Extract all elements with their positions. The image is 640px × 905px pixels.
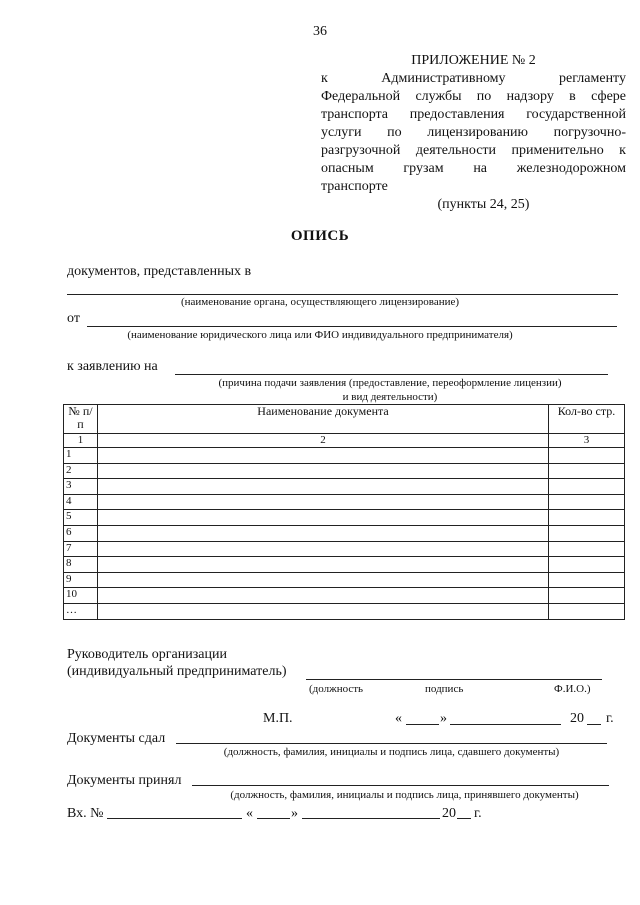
page-count-cell[interactable] <box>549 588 625 604</box>
table-row <box>64 448 625 464</box>
table-row <box>64 588 625 604</box>
document-name-cell[interactable] <box>98 588 549 604</box>
row-number: 7 <box>64 541 98 557</box>
incoming-year-prefix: 20 <box>442 806 456 821</box>
page-count-cell[interactable] <box>549 541 625 557</box>
docs-received-line[interactable] <box>192 785 609 786</box>
page-count-cell[interactable] <box>549 557 625 573</box>
day-line[interactable] <box>406 724 439 725</box>
table-row <box>64 572 625 588</box>
organ-line[interactable] <box>67 294 618 295</box>
incoming-day-line[interactable] <box>257 818 290 819</box>
from-caption: (наименование юридического лица или ФИО индивидуального предпринимателя) <box>127 329 513 341</box>
table-column-numbers <box>64 434 625 448</box>
page-count-cell[interactable] <box>549 494 625 510</box>
document-name-cell[interactable] <box>98 541 549 557</box>
appendix-points: (пункты 24, 25) <box>437 197 530 212</box>
appendix-last-line: транспорте <box>321 179 388 194</box>
row-number: 4 <box>64 494 98 510</box>
date-open-quote: « <box>395 711 402 726</box>
year-prefix: 20 <box>570 711 584 726</box>
incoming-number-label: Вх. № <box>67 806 104 821</box>
column-number-3: 3 <box>549 434 625 448</box>
appendix-line: Федеральной службы по надзору в сфере <box>321 89 626 104</box>
row-number: 5 <box>64 510 98 526</box>
table-row <box>64 510 625 526</box>
table-header-row <box>64 405 625 434</box>
year-suffix: г. <box>606 711 614 726</box>
docs-handed-label: Документы сдал <box>67 731 166 746</box>
page-count-cell[interactable] <box>549 525 625 541</box>
document-name-cell[interactable] <box>98 494 549 510</box>
documents-label: документов, представленных в <box>67 264 252 279</box>
document-name-cell[interactable] <box>98 525 549 541</box>
table-row <box>64 479 625 495</box>
incoming-date-close-quote: » <box>291 806 298 821</box>
form-title: ОПИСЬ <box>290 228 350 244</box>
date-close-quote: » <box>440 711 447 726</box>
column-number-2: 2 <box>98 434 549 448</box>
document-name-cell[interactable] <box>98 448 549 464</box>
document-name-cell[interactable] <box>98 510 549 526</box>
table-row <box>64 541 625 557</box>
table-row <box>64 494 625 510</box>
appendix-title: ПРИЛОЖЕНИЕ № 2 <box>411 53 536 68</box>
column-number-1: 1 <box>64 434 98 448</box>
reason-caption-2: и вид деятельности) <box>342 391 438 403</box>
row-number: 8 <box>64 557 98 573</box>
row-number: … <box>64 603 98 619</box>
appendix-block <box>321 52 626 214</box>
page-count-cell[interactable] <box>549 448 625 464</box>
signature-line[interactable] <box>306 679 602 680</box>
appendix-line: разгрузочной деятельности применительно к <box>321 143 626 158</box>
document-name-cell[interactable] <box>98 557 549 573</box>
docs-handed-caption: (должность, фамилия, инициалы и подпись лица, сдавшего документы) <box>223 746 560 758</box>
document-name-cell[interactable] <box>98 572 549 588</box>
year-line[interactable] <box>587 724 601 725</box>
signature-caption: подпись <box>425 683 464 695</box>
appendix-line: опасным грузам на железнодорожном <box>321 161 626 176</box>
stamp-label: М.П. <box>263 711 293 726</box>
incoming-year-line[interactable] <box>457 818 471 819</box>
docs-handed-line[interactable] <box>176 743 607 744</box>
row-number: 10 <box>64 588 98 604</box>
organ-caption: (наименование органа, осуществляющего лицензирование) <box>180 296 460 308</box>
table-row <box>64 525 625 541</box>
row-number: 6 <box>64 525 98 541</box>
from-line[interactable] <box>87 326 617 327</box>
page-count-cell[interactable] <box>549 510 625 526</box>
document-name-cell[interactable] <box>98 603 549 619</box>
appendix-line: услуги по лицензированию погрузочно- <box>321 125 626 140</box>
incoming-number-line[interactable] <box>107 818 242 819</box>
incoming-date-open-quote: « <box>246 806 253 821</box>
incoming-month-line[interactable] <box>302 818 440 819</box>
row-number: 1 <box>64 448 98 464</box>
docs-received-caption: (должность, фамилия, инициалы и подпись лица, принявшего документы) <box>230 789 579 801</box>
page-count-cell[interactable] <box>549 603 625 619</box>
table-row <box>64 557 625 573</box>
table-row <box>64 463 625 479</box>
row-number: 9 <box>64 572 98 588</box>
from-label: от <box>67 311 80 326</box>
document-name-cell[interactable] <box>98 463 549 479</box>
appendix-line: к Административному регламенту <box>321 71 626 86</box>
reason-caption-1: (причина подачи заявления (предоставление, переоформление лицензии) <box>218 377 562 389</box>
header-page-count: Кол-во стр. <box>549 405 625 434</box>
header-document-name: Наименование документа <box>98 405 549 434</box>
document-name-cell[interactable] <box>98 479 549 495</box>
docs-received-label: Документы принял <box>67 773 182 788</box>
page-count-cell[interactable] <box>549 479 625 495</box>
signature-line1: Руководитель организации <box>67 647 227 662</box>
signature-line2: (индивидуальный предприниматель) <box>67 664 287 679</box>
incoming-year-suffix: г. <box>474 806 482 821</box>
table-row <box>64 603 625 619</box>
name-caption: Ф.И.О.) <box>554 683 591 695</box>
appendix-line: транспорта предоставления государственной <box>321 107 626 122</box>
page-count-cell[interactable] <box>549 572 625 588</box>
documents-table <box>63 404 625 620</box>
row-number: 3 <box>64 479 98 495</box>
application-line[interactable] <box>175 374 608 375</box>
position-caption: (должность <box>309 683 364 695</box>
page-count-cell[interactable] <box>549 463 625 479</box>
header-number: № п/п <box>64 405 98 434</box>
application-label: к заявлению на <box>67 359 158 374</box>
row-number: 2 <box>64 463 98 479</box>
page-number: 36 <box>313 24 327 39</box>
month-line[interactable] <box>450 724 561 725</box>
